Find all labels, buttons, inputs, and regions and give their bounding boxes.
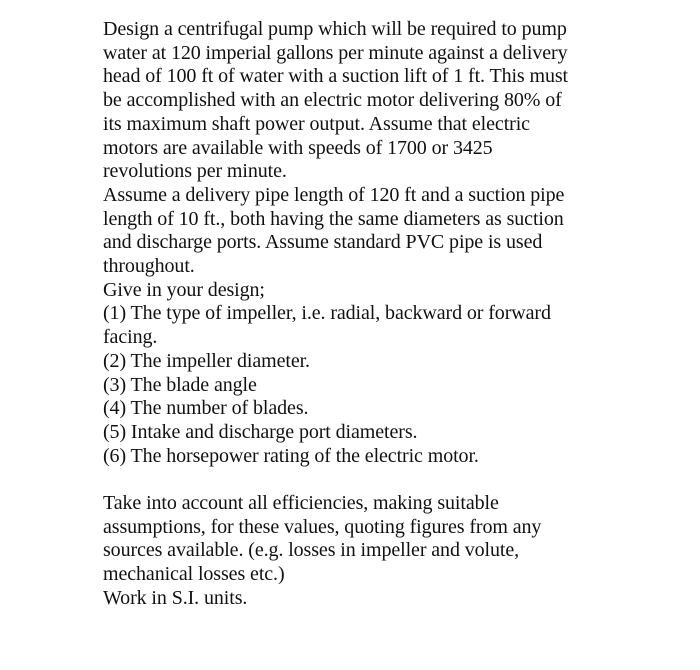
text-line: be accomplished with an electric motor delivering 80% of	[103, 89, 562, 112]
design-item-2: (2) The impeller diameter.	[103, 349, 310, 372]
problem-statement	[103, 18, 603, 611]
text-line: Design a centrifugal pump which will be required to pump	[103, 18, 567, 40]
text-line: water at 120 imperial gallons per minute against a delivery	[103, 41, 568, 64]
text-line: revolutions per minute.	[103, 160, 287, 183]
text-line: Take into account all efficiencies, making suitable	[103, 492, 499, 515]
text-line: head of 100 ft of water with a suction lift of 1 ft. This must	[103, 65, 569, 88]
text-line: its maximum shaft power output. Assume that electric	[103, 112, 530, 135]
design-item-5: (5) Intake and discharge port diameters.	[103, 420, 418, 443]
text-line: sources available. (e.g. losses in impeller and volute,	[103, 539, 520, 562]
text-line: and discharge ports. Assume standard PVC pipe is used	[103, 231, 543, 254]
text-line: Work in S.I. units.	[103, 586, 248, 609]
design-item-1-cont: facing.	[103, 326, 158, 349]
text-line: throughout.	[103, 255, 195, 278]
design-item-4: (4) The number of blades.	[103, 397, 309, 420]
design-item-6: (6) The horsepower rating of the electric motor.	[103, 444, 479, 467]
text-line: mechanical losses etc.)	[103, 563, 285, 586]
text-line: assumptions, for these values, quoting figures from any	[103, 515, 542, 538]
design-item-1: (1) The type of impeller, i.e. radial, backward or forward	[103, 302, 551, 325]
paragraph-gap	[103, 468, 603, 492]
text-line: Assume a delivery pipe length of 120 ft and a suction pipe	[103, 183, 565, 206]
text-line: motors are available with speeds of 1700 or 3425	[103, 136, 493, 159]
design-list-intro: Give in your design;	[103, 278, 265, 301]
design-item-3: (3) The blade angle	[103, 373, 257, 396]
text-line: length of 10 ft., both having the same diameters as suction	[103, 207, 564, 230]
